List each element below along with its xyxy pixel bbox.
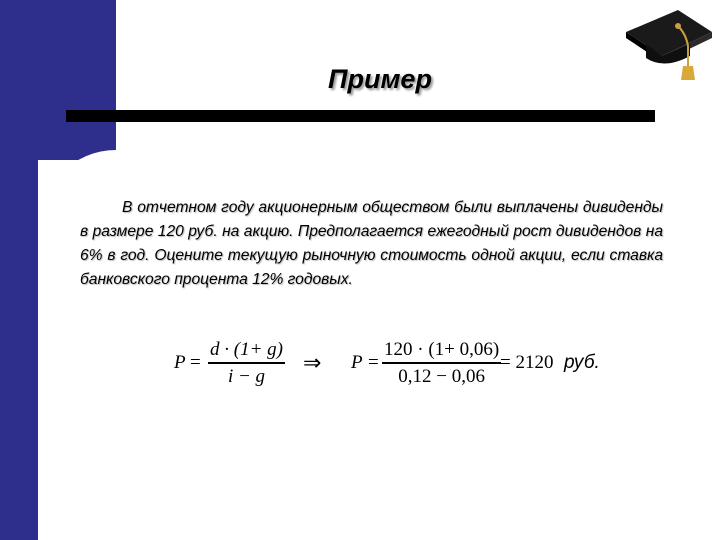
formula-fraction — [208, 339, 285, 388]
fraction-bar — [382, 362, 501, 364]
numeric-denominator: 0,12 − 0,06 — [398, 365, 485, 387]
problem-paragraph: В отчетном году акционерным обществом были выплачены дивиденды в размере 120 руб. на акцию. Предполагается ежегодный рост дивидендов на 6% в год. Оцените текущую рыночную стоимость одной акции, если ставка банковского процента 12% годовых. — [80, 199, 663, 288]
numeric-numerator: 120 · (1+ 0,06) — [384, 339, 500, 360]
formula-numerator: d · (1+ g) — [210, 339, 283, 360]
numeric-lhs: P — [351, 352, 363, 373]
numeric-equals: = — [368, 352, 379, 373]
formula-equals: = — [190, 352, 201, 373]
currency-unit: руб. — [564, 352, 600, 373]
fraction-bar — [208, 362, 285, 364]
page-title: Пример — [328, 64, 432, 94]
formula-lhs: P — [174, 352, 186, 373]
numeric-fraction — [382, 339, 501, 388]
formula-denominator: i − g — [227, 365, 266, 387]
numeric-result: = 2120 — [500, 352, 554, 373]
implies-arrow: ⇒ — [303, 350, 322, 375]
title-rule — [66, 110, 655, 122]
